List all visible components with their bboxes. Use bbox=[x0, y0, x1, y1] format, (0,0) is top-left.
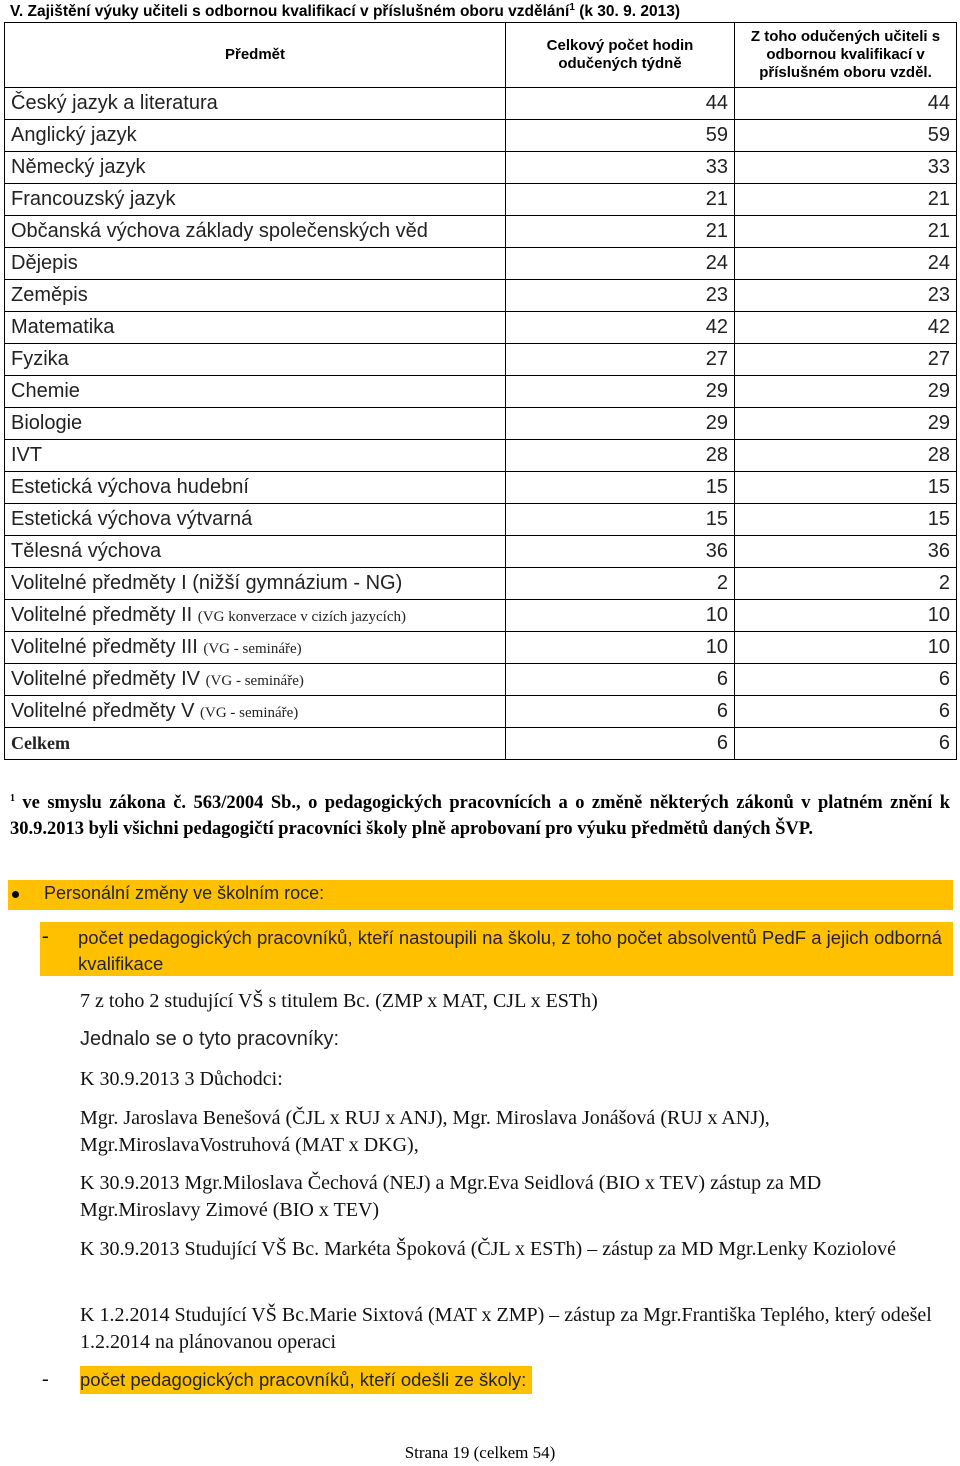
total-hours-cell: 36 bbox=[506, 536, 735, 568]
table-row bbox=[5, 408, 957, 440]
table-row bbox=[5, 600, 957, 632]
subject-cell: Fyzika bbox=[5, 344, 506, 376]
subject-cell: Český jazyk a literatura bbox=[5, 88, 506, 120]
total-hours-cell: 15 bbox=[506, 504, 735, 536]
qualified-hours-cell: 59 bbox=[735, 120, 957, 152]
total-hours-cell: 29 bbox=[506, 376, 735, 408]
paragraph-staff-intro: Jednalo se o tyto pracovníky: bbox=[80, 1028, 340, 1050]
footnote: $^1$ ve smyslu zákona č. 563/2004 Sb., o pedagogických pracovnících a o změně některých zákonů v platném znění k 30.9.2013 byli všichni pedagogičtí pracovníci školy plně aprobovaní pro výuku předmětů daných ŠVP. bbox=[10, 793, 950, 840]
subject-cell: Volitelné předměty IV (VG - semináře) bbox=[5, 664, 506, 696]
subject-cell: Občanská výchova základy společenských věd bbox=[5, 216, 506, 248]
qualified-hours-cell: 44 bbox=[735, 88, 957, 120]
table-row bbox=[5, 472, 957, 504]
paragraph-retirees: Mgr. Jaroslava Benešová (ČJL x RUJ x ANJ), Mgr. Miroslava Jonášová (RUJ x ANJ), Mgr.MiroslavaVostruhová (MAT x DKG), bbox=[80, 1107, 770, 1156]
subject-cell: Volitelné předměty I (nižší gymnázium - NG) bbox=[5, 568, 506, 600]
total-hours-cell: 6 bbox=[506, 664, 735, 696]
subject-note: (VG - semináře) bbox=[203, 641, 302, 657]
qualified-hours-cell: 15 bbox=[735, 472, 957, 504]
total-hours-cell: 10 bbox=[506, 632, 735, 664]
qualified-hours-cell: 42 bbox=[735, 312, 957, 344]
paragraph-retirees-head: K 30.9.2013 3 Důchodci: bbox=[80, 1068, 283, 1090]
departed-staff-item: počet pedagogických pracovníků, kteří odešli ze školy: bbox=[80, 1366, 532, 1394]
total-hours-cell: 21 bbox=[506, 184, 735, 216]
qualified-hours-cell: 10 bbox=[735, 632, 957, 664]
dash-marker: - bbox=[42, 1368, 49, 1390]
subject-note: (VG - semináře) bbox=[200, 705, 299, 721]
subject-note: (VG konverzace v cizích jazycích) bbox=[197, 609, 406, 625]
total-hours-cell: 29 bbox=[506, 408, 735, 440]
qualified-hours-cell: 29 bbox=[735, 408, 957, 440]
total-hours-cell: 33 bbox=[506, 152, 735, 184]
total-hours-cell: 10 bbox=[506, 600, 735, 632]
total-hours-cell: 6 bbox=[506, 696, 735, 728]
subject-cell: Estetická výchova výtvarná bbox=[5, 504, 506, 536]
table-row bbox=[5, 280, 957, 312]
subject-cell: Anglický jazyk bbox=[5, 120, 506, 152]
table-row bbox=[5, 664, 957, 696]
new-staff-item: počet pedagogických pracovníků, kteří nastoupili na školu, z toho počet absolventů PedF a jejich odborná kvalifikace bbox=[40, 922, 953, 976]
dash-marker: - bbox=[42, 925, 49, 947]
qualified-hours-cell: 27 bbox=[735, 344, 957, 376]
total-hours-cell: 27 bbox=[506, 344, 735, 376]
table-row bbox=[5, 312, 957, 344]
qualified-hours-cell: 36 bbox=[735, 536, 957, 568]
table-row bbox=[5, 248, 957, 280]
total-hours-cell: 59 bbox=[506, 120, 735, 152]
subject-cell: Tělesná výchova bbox=[5, 536, 506, 568]
qualified-hours-cell: 29 bbox=[735, 376, 957, 408]
personnel-changes-heading: Personální změny ve školním roce: bbox=[8, 880, 953, 910]
paragraph-count: 7 z toho 2 studující VŠ s titulem Bc. (ZMP x MAT, CJL x ESTh) bbox=[80, 990, 598, 1012]
qualified-hours-cell: 2 bbox=[735, 568, 957, 600]
total-hours-cell: 23 bbox=[506, 280, 735, 312]
subject-note: (VG - semináře) bbox=[205, 673, 304, 689]
total-hours-cell: 6 bbox=[506, 728, 735, 760]
subject-cell: Volitelné předměty II (VG konverzace v cizích jazycích) bbox=[5, 600, 506, 632]
total-hours-cell: 28 bbox=[506, 440, 735, 472]
table-row bbox=[5, 120, 957, 152]
subject-cell: Německý jazyk bbox=[5, 152, 506, 184]
qualified-hours-cell: 28 bbox=[735, 440, 957, 472]
table-row bbox=[5, 216, 957, 248]
subject-cell: Zeměpis bbox=[5, 280, 506, 312]
table-row bbox=[5, 152, 957, 184]
qualified-hours-cell: 6 bbox=[735, 728, 957, 760]
table-row bbox=[5, 184, 957, 216]
table-row bbox=[5, 376, 957, 408]
qualified-hours-cell: 23 bbox=[735, 280, 957, 312]
paragraph-substitute-1: K 30.9.2013 Mgr.Miloslava Čechová (NEJ) a Mgr.Eva Seidlová (BIO x TEV) zástup za MD Mgr.Miroslavy Zimové (BIO x TEV) bbox=[80, 1172, 822, 1221]
subject-cell: Volitelné předměty III (VG - semináře) bbox=[5, 632, 506, 664]
qualified-hours-cell: 6 bbox=[735, 696, 957, 728]
header-total-hours: Celkový počet hodin odučených týdně bbox=[506, 23, 735, 88]
bullet-icon bbox=[12, 891, 19, 898]
table-header-row bbox=[5, 23, 957, 88]
total-hours-cell: 2 bbox=[506, 568, 735, 600]
total-hours-cell: 15 bbox=[506, 472, 735, 504]
qualified-hours-cell: 21 bbox=[735, 216, 957, 248]
subject-cell: Volitelné předměty V (VG - semináře) bbox=[5, 696, 506, 728]
qualified-hours-cell: 24 bbox=[735, 248, 957, 280]
paragraph-substitute-3: K 1.2.2014 Studující VŠ Bc.Marie Sixtová (MAT x ZMP) – zástup za Mgr.Františka Teplého, který odešel 1.2.2014 na plánovanou operaci bbox=[80, 1304, 932, 1353]
qualified-hours-cell: 10 bbox=[735, 600, 957, 632]
table-row bbox=[5, 696, 957, 728]
table-total-row bbox=[5, 728, 957, 760]
total-label: Celkem bbox=[11, 733, 70, 753]
qualified-hours-cell: 33 bbox=[735, 152, 957, 184]
total-hours-cell: 21 bbox=[506, 216, 735, 248]
paragraph-substitute-2: K 30.9.2013 Studující VŠ Bc. Markéta Špoková (ČJL x ESTh) – zástup za MD Mgr.Lenky Koziolové bbox=[80, 1238, 897, 1260]
subject-cell: Estetická výchova hudební bbox=[5, 472, 506, 504]
section-title: V. Zajištění výuky učiteli s odbornou kvalifikací v příslušném oboru vzdělání$^1$ (k 30. 9. 2013) bbox=[10, 2, 681, 21]
table-row bbox=[5, 504, 957, 536]
total-hours-cell: 42 bbox=[506, 312, 735, 344]
header-subject: Předmět bbox=[5, 23, 506, 88]
table-row bbox=[5, 632, 957, 664]
table-row bbox=[5, 440, 957, 472]
total-hours-cell: 24 bbox=[506, 248, 735, 280]
subject-cell: Biologie bbox=[5, 408, 506, 440]
subject-cell: IVT bbox=[5, 440, 506, 472]
qualified-hours-cell: 21 bbox=[735, 184, 957, 216]
qualified-hours-cell: 6 bbox=[735, 664, 957, 696]
page-footer: Strana 19 (celkem 54) bbox=[404, 1443, 556, 1462]
qualified-hours-cell: 15 bbox=[735, 504, 957, 536]
subject-cell: Chemie bbox=[5, 376, 506, 408]
subject-cell: Francouzský jazyk bbox=[5, 184, 506, 216]
total-hours-cell: 44 bbox=[506, 88, 735, 120]
subject-cell: Matematika bbox=[5, 312, 506, 344]
qualification-table bbox=[4, 22, 957, 760]
table-row bbox=[5, 568, 957, 600]
subject-cell: Dějepis bbox=[5, 248, 506, 280]
table-row bbox=[5, 88, 957, 120]
table-row bbox=[5, 344, 957, 376]
header-qualified-hours: Z toho odučených učiteli s odbornou kvalifikací v příslušném oboru vzděl. bbox=[735, 23, 957, 88]
table-row bbox=[5, 536, 957, 568]
